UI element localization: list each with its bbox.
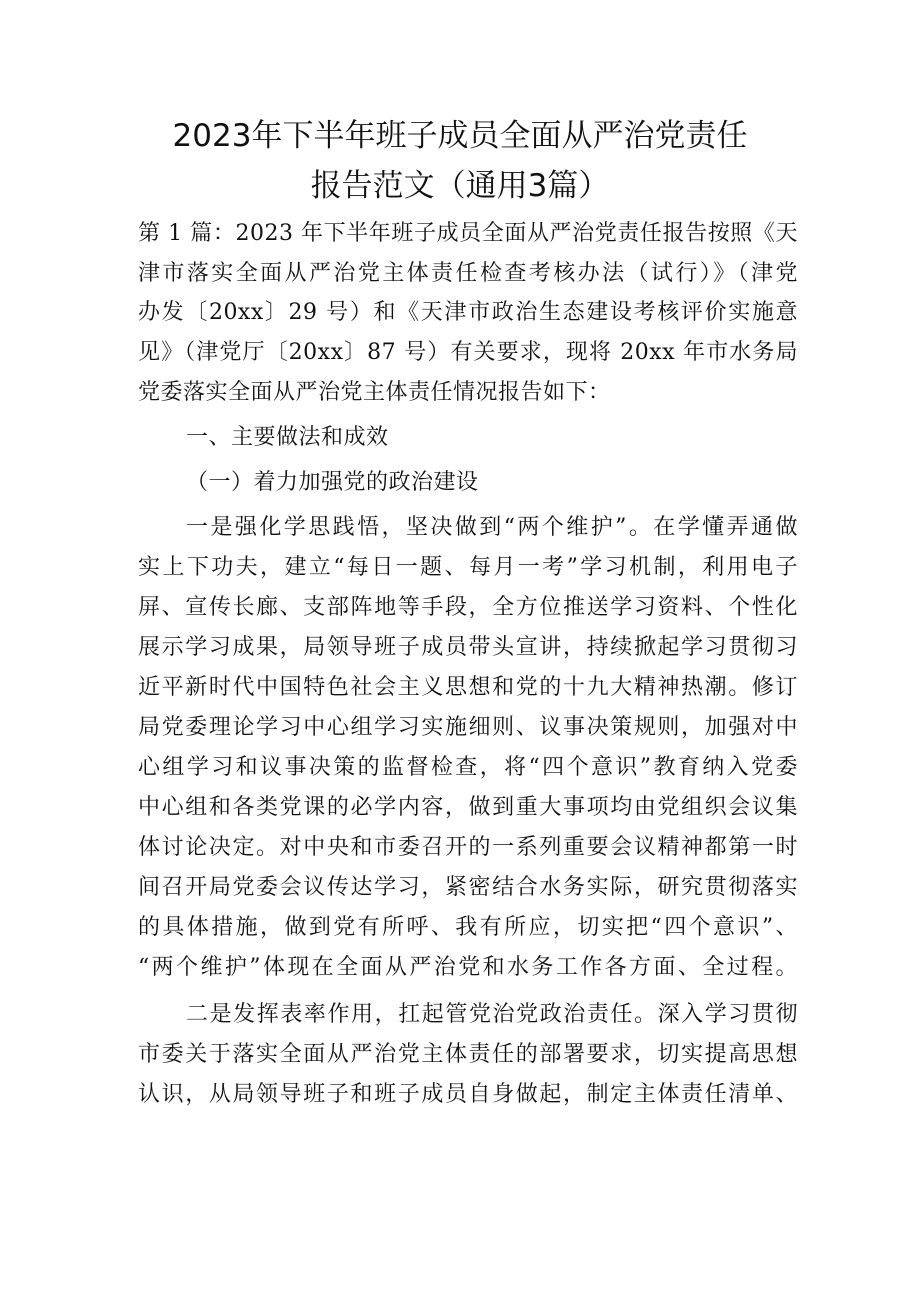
body-text-line: 第 1 篇：2023 年下半年班子成员全面从严治党责任报告按照《天 [138,221,798,246]
body-text-line: 津市落实全面从严治党主体责任检查考核办法（试行）》（津党 [138,261,798,286]
body-text-line: 办发〔20xx〕29 号）和《天津市政治生态建设考核评价实施意 [138,300,798,325]
body-text-line: 认识，从局领导班子和班子成员自身做起，制定主体责任清单、 [138,1082,798,1107]
body-text-line: 间召开局党委会议传达学习，紧密结合水务实际，研究贯彻落实 [138,875,798,900]
body-text-line: 近平新时代中国特色社会主义思想和党的十九大精神热潮。修订 [138,675,798,700]
section-heading: 一、主要做法和成效 [186,425,389,450]
body-text-line: 中心组和各类党课的必学内容，做到重大事项均由党组织会议集 [138,795,798,820]
document-title-line-2: 报告范文（通用3篇） [310,168,610,204]
body-text-line: 屏、宣传长廊、支部阵地等手段，全方位推送学习资料、个性化 [138,595,798,620]
body-text-line: 体讨论决定。对中央和市委召开的一系列重要会议精神都第一时 [138,835,798,860]
body-text-line: 一是强化学思践悟，坚决做到“两个维护”。在学懂弄通做 [186,515,798,540]
body-text-line: 党委落实全面从严治党主体责任情况报告如下： [138,380,611,405]
body-text-line: 见》（津党厅〔20xx〕87 号）有关要求，现将 20xx 年市水务局 [138,340,798,365]
body-text-line: 实上下功夫，建立“每日一题、每月一考”学习机制，利用电子 [138,555,798,580]
subsection-heading: （一）着力加强党的政治建设 [186,470,479,495]
body-text-line: 局党委理论学习中心组学习实施细则、议事决策规则，加强对中 [138,715,798,740]
body-text-line: 心组学习和议事决策的监督检查，将“四个意识”教育纳入党委 [138,755,798,780]
body-text-line: 的具体措施，做到党有所呼、我有所应，切实把“四个意识”、 [138,915,798,940]
body-text-line: 二是发挥表率作用，扛起管党治党政治责任。深入学习贯彻 [186,1002,798,1027]
document-title-line-1: 2023年下半年班子成员全面从严治党责任 [172,118,748,154]
body-text-line: 展示学习成果，局领导班子成员带头宣讲，持续掀起学习贯彻习 [138,635,798,660]
body-text-line: 市委关于落实全面从严治党主体责任的部署要求，切实提高思想 [138,1042,798,1067]
body-text-line: “两个维护”体现在全面从严治党和水务工作各方面、全过程。 [138,955,798,980]
